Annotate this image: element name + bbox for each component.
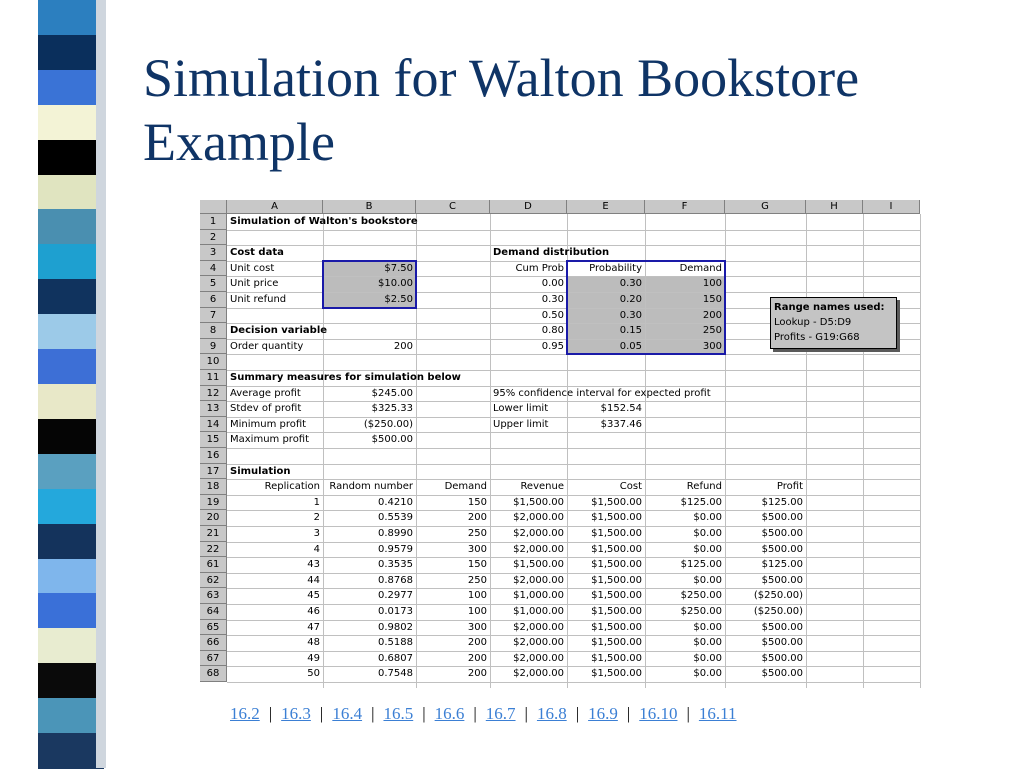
simulation-cell[interactable]: 0.5188 bbox=[378, 637, 413, 649]
link-separator: | bbox=[371, 704, 375, 723]
simulation-header[interactable]: Revenue bbox=[520, 481, 564, 493]
simulation-cell[interactable]: 46 bbox=[307, 606, 320, 617]
summary-label[interactable]: Minimum profit bbox=[230, 418, 307, 430]
demand-cell[interactable]: 250 bbox=[702, 325, 722, 337]
demand-cell[interactable]: 0.30 bbox=[619, 309, 642, 321]
summary-label[interactable]: Average profit bbox=[230, 387, 301, 399]
stripe-band bbox=[38, 698, 104, 734]
row-header[interactable]: 6 bbox=[200, 292, 227, 308]
simulation-cell[interactable]: 200 bbox=[467, 668, 487, 680]
spreadsheet-image bbox=[200, 200, 920, 688]
simulation-cell[interactable]: $500.00 bbox=[761, 621, 803, 633]
section-heading[interactable]: Summary measures for simulation below bbox=[230, 372, 461, 383]
link-separator: | bbox=[575, 704, 580, 723]
simulation-cell[interactable]: 49 bbox=[307, 652, 320, 664]
simulation-cell[interactable]: 4 bbox=[313, 543, 320, 555]
row-header[interactable]: 22 bbox=[200, 542, 227, 558]
stripe-band bbox=[38, 524, 104, 560]
simulation-cell[interactable]: $125.00 bbox=[680, 496, 722, 508]
simulation-cell[interactable]: 0.3535 bbox=[378, 559, 413, 571]
summary-value[interactable]: $325.33 bbox=[371, 403, 413, 415]
simulation-cell[interactable]: $125.00 bbox=[761, 559, 803, 571]
column-header[interactable]: B bbox=[323, 200, 416, 214]
simulation-cell[interactable]: 0.5539 bbox=[378, 512, 413, 524]
grid-line bbox=[920, 214, 921, 688]
simulation-cell[interactable]: $250.00 bbox=[680, 590, 722, 602]
section-links bbox=[230, 704, 930, 724]
lower-limit-label[interactable]: Lower limit bbox=[493, 403, 549, 415]
simulation-cell[interactable]: $1,000.00 bbox=[513, 606, 564, 617]
summary-value[interactable]: $245.00 bbox=[371, 387, 413, 399]
simulation-cell[interactable]: 0.7548 bbox=[378, 668, 413, 680]
link-separator: | bbox=[686, 704, 690, 723]
range-names-profits: Profits - G19:G68 bbox=[774, 332, 860, 343]
row-header[interactable]: 10 bbox=[200, 354, 227, 370]
simulation-header[interactable]: Demand bbox=[444, 481, 487, 493]
stripe-band bbox=[38, 593, 104, 629]
row-header[interactable]: 2 bbox=[200, 230, 227, 246]
simulation-cell[interactable]: $125.00 bbox=[761, 496, 803, 508]
simulation-cell[interactable]: $1,500.00 bbox=[591, 543, 642, 555]
demand-cell[interactable]: 0.95 bbox=[541, 340, 564, 352]
stripe-band bbox=[38, 628, 104, 664]
lower-limit-value[interactable]: $152.54 bbox=[600, 403, 642, 415]
stripe-band bbox=[38, 489, 104, 525]
simulation-cell[interactable]: 44 bbox=[307, 574, 320, 586]
simulation-cell[interactable]: 300 bbox=[467, 543, 487, 555]
row-header[interactable]: 66 bbox=[200, 635, 227, 651]
row-header[interactable]: 13 bbox=[200, 401, 227, 417]
demand-cell[interactable]: 150 bbox=[702, 294, 722, 305]
simulation-cell[interactable]: $2,000.00 bbox=[513, 637, 564, 649]
section-link-16-3[interactable]: 16.3 bbox=[281, 704, 311, 723]
demand-cell[interactable]: 0.20 bbox=[619, 294, 642, 305]
row-header[interactable]: 5 bbox=[200, 276, 227, 292]
cost-value[interactable]: $2.50 bbox=[384, 294, 413, 305]
simulation-cell[interactable]: $0.00 bbox=[693, 621, 722, 633]
row-header[interactable]: 14 bbox=[200, 417, 227, 433]
simulation-cell[interactable]: 47 bbox=[307, 621, 320, 633]
simulation-cell[interactable]: $1,500.00 bbox=[591, 512, 642, 524]
simulation-cell[interactable]: $500.00 bbox=[761, 637, 803, 649]
cost-value[interactable]: $10.00 bbox=[378, 278, 413, 290]
simulation-cell[interactable]: 0.2977 bbox=[378, 590, 413, 602]
simulation-cell[interactable]: 0.8990 bbox=[378, 528, 413, 539]
row-header[interactable]: 61 bbox=[200, 557, 227, 573]
simulation-cell[interactable]: $1,500.00 bbox=[591, 528, 642, 539]
section-heading[interactable]: Cost data bbox=[230, 247, 284, 259]
row-header[interactable]: 67 bbox=[200, 651, 227, 667]
cost-value[interactable]: $7.50 bbox=[384, 262, 413, 274]
link-separator: | bbox=[524, 704, 528, 723]
demand-cell[interactable]: 0.05 bbox=[619, 340, 642, 352]
stripe-band bbox=[38, 0, 104, 36]
stripe-band bbox=[38, 559, 104, 595]
simulation-cell[interactable]: 0.9579 bbox=[378, 543, 413, 555]
summary-label[interactable]: Stdev of profit bbox=[230, 403, 302, 415]
link-separator: | bbox=[422, 704, 426, 723]
summary-label[interactable]: Maximum profit bbox=[230, 434, 310, 446]
slide-title-line-2: Example bbox=[143, 112, 335, 172]
stripe-band bbox=[38, 733, 104, 769]
simulation-cell[interactable]: $500.00 bbox=[761, 512, 803, 524]
stripe-band bbox=[38, 384, 104, 420]
stripe-band bbox=[38, 70, 104, 106]
demand-cell[interactable]: 0.15 bbox=[619, 325, 642, 337]
simulation-cell[interactable]: $250.00 bbox=[680, 606, 722, 617]
decorative-stripe bbox=[38, 0, 104, 768]
simulation-cell[interactable]: $500.00 bbox=[761, 668, 803, 680]
upper-limit-label[interactable]: Upper limit bbox=[493, 418, 549, 430]
row-header[interactable]: 8 bbox=[200, 323, 227, 339]
simulation-cell[interactable]: 0.0173 bbox=[378, 606, 413, 617]
simulation-cell[interactable]: $0.00 bbox=[693, 512, 722, 524]
link-separator: | bbox=[268, 704, 273, 723]
stripe-band bbox=[38, 314, 104, 350]
row-header[interactable]: 1 bbox=[200, 214, 227, 230]
simulation-cell[interactable]: 43 bbox=[307, 559, 320, 571]
link-separator: | bbox=[473, 704, 477, 723]
row-header[interactable]: 65 bbox=[200, 620, 227, 636]
stripe-band bbox=[38, 35, 104, 71]
simulation-cell[interactable]: $1,500.00 bbox=[591, 559, 642, 571]
simulation-cell[interactable]: ($250.00) bbox=[753, 606, 803, 617]
simulation-cell[interactable]: 200 bbox=[467, 652, 487, 664]
column-header[interactable]: A bbox=[227, 200, 323, 214]
upper-limit-value[interactable]: $337.46 bbox=[600, 418, 642, 430]
stripe-band bbox=[38, 349, 104, 385]
stripe-band bbox=[38, 175, 104, 211]
order-quantity-value[interactable]: 200 bbox=[393, 340, 413, 352]
row-header[interactable]: 3 bbox=[200, 245, 227, 261]
summary-value[interactable]: ($250.00) bbox=[363, 418, 413, 430]
simulation-cell[interactable]: $1,500.00 bbox=[591, 668, 642, 680]
simulation-cell[interactable]: $1,500.00 bbox=[513, 559, 564, 571]
simulation-header[interactable]: Random number bbox=[329, 481, 413, 493]
stripe-band bbox=[38, 279, 104, 315]
simulation-cell[interactable]: $1,500.00 bbox=[591, 637, 642, 649]
section-heading[interactable]: Decision variable bbox=[230, 325, 328, 337]
simulation-header[interactable]: Profit bbox=[776, 481, 803, 493]
sheet-title[interactable]: Simulation of Walton's bookstore bbox=[230, 216, 418, 227]
column-header[interactable]: C bbox=[416, 200, 490, 214]
row-header[interactable]: 20 bbox=[200, 510, 227, 526]
simulation-cell[interactable]: $2,000.00 bbox=[513, 574, 564, 586]
demand-header[interactable]: Cum Prob bbox=[515, 262, 564, 274]
simulation-cell[interactable]: 100 bbox=[467, 590, 487, 602]
simulation-cell[interactable]: 2 bbox=[313, 512, 320, 524]
section-heading[interactable]: Simulation bbox=[230, 465, 291, 477]
stripe-band bbox=[38, 419, 104, 455]
simulation-cell[interactable]: 0.9802 bbox=[378, 621, 413, 633]
row-header[interactable]: 16 bbox=[200, 448, 227, 464]
demand-header[interactable]: Probability bbox=[589, 262, 642, 274]
link-separator: | bbox=[626, 704, 631, 723]
simulation-cell[interactable]: $1,500.00 bbox=[591, 652, 642, 664]
simulation-header[interactable]: Refund bbox=[686, 481, 722, 493]
simulation-cell[interactable]: $1,500.00 bbox=[513, 496, 564, 508]
simulation-cell[interactable]: ($250.00) bbox=[753, 590, 803, 602]
stripe-band bbox=[38, 244, 104, 280]
simulation-cell[interactable]: 3 bbox=[313, 528, 320, 539]
grid-line bbox=[227, 230, 920, 231]
row-header[interactable]: 11 bbox=[200, 370, 227, 386]
demand-cell[interactable]: 0.80 bbox=[541, 325, 564, 337]
simulation-cell[interactable]: $500.00 bbox=[761, 652, 803, 664]
cost-label[interactable]: Unit cost bbox=[230, 262, 275, 274]
row-header[interactable]: 9 bbox=[200, 339, 227, 355]
grid-line bbox=[227, 464, 920, 465]
stripe-band bbox=[38, 454, 104, 490]
section-link-16-8[interactable]: 16.8 bbox=[536, 704, 567, 723]
stripe-edge bbox=[96, 0, 106, 768]
section-link-16-4[interactable]: 16.4 bbox=[332, 704, 363, 723]
grid-line bbox=[227, 682, 920, 683]
section-link-16-9[interactable]: 16.9 bbox=[588, 704, 618, 723]
demand-cell[interactable]: 0.30 bbox=[541, 294, 564, 305]
demand-cell[interactable]: 0.30 bbox=[619, 278, 642, 290]
stripe-band bbox=[38, 209, 104, 245]
slide-title bbox=[143, 46, 1003, 174]
simulation-cell[interactable]: 200 bbox=[467, 637, 487, 649]
range-names-note bbox=[770, 297, 897, 349]
simulation-cell[interactable]: 45 bbox=[307, 590, 320, 602]
section-heading[interactable]: Demand distribution bbox=[493, 247, 610, 259]
simulation-cell[interactable]: $2,000.00 bbox=[513, 528, 564, 539]
row-header[interactable]: 64 bbox=[200, 604, 227, 620]
link-separator: | bbox=[319, 704, 324, 723]
demand-cell[interactable]: 200 bbox=[702, 309, 722, 321]
simulation-cell[interactable]: 0.8768 bbox=[378, 574, 413, 586]
grid-line bbox=[863, 214, 864, 688]
column-header[interactable]: D bbox=[490, 200, 567, 214]
section-link-16-6[interactable]: 16.6 bbox=[434, 704, 465, 723]
section-link-16-11[interactable]: 16.11 bbox=[698, 704, 737, 723]
column-header[interactable]: F bbox=[645, 200, 725, 214]
simulation-cell[interactable]: $0.00 bbox=[693, 637, 722, 649]
cost-label[interactable]: Unit price bbox=[230, 278, 279, 290]
simulation-header[interactable]: Replication bbox=[264, 481, 320, 493]
simulation-cell[interactable]: 300 bbox=[467, 621, 487, 633]
simulation-cell[interactable]: $500.00 bbox=[761, 543, 803, 555]
row-header[interactable]: 12 bbox=[200, 386, 227, 402]
range-names-title: Range names used: bbox=[774, 302, 885, 313]
section-link-16-2[interactable]: 16.2 bbox=[230, 704, 260, 723]
column-header[interactable]: I bbox=[863, 200, 920, 214]
simulation-cell[interactable]: $1,000.00 bbox=[513, 590, 564, 602]
slide-title-line-1: Simulation for Walton Bookstore bbox=[143, 48, 860, 108]
row-header[interactable]: 63 bbox=[200, 588, 227, 604]
simulation-cell[interactable]: $0.00 bbox=[693, 668, 722, 680]
simulation-cell[interactable]: 48 bbox=[307, 637, 320, 649]
simulation-cell[interactable]: $2,000.00 bbox=[513, 621, 564, 633]
demand-cell[interactable]: 0.50 bbox=[541, 309, 564, 321]
section-link-16-7[interactable]: 16.7 bbox=[485, 704, 516, 723]
simulation-cell[interactable]: $1,500.00 bbox=[591, 496, 642, 508]
range-names-lookup: Lookup - D5:D9 bbox=[774, 317, 852, 328]
column-header[interactable]: G bbox=[725, 200, 806, 214]
simulation-cell[interactable]: 100 bbox=[467, 606, 487, 617]
grid-line bbox=[227, 448, 920, 449]
section-link-16-5[interactable]: 16.5 bbox=[383, 704, 414, 723]
simulation-cell[interactable]: $0.00 bbox=[693, 652, 722, 664]
simulation-cell[interactable]: $500.00 bbox=[761, 528, 803, 539]
row-header[interactable]: 7 bbox=[200, 308, 227, 324]
simulation-cell[interactable]: 150 bbox=[467, 559, 487, 571]
simulation-cell[interactable]: $0.00 bbox=[693, 574, 722, 586]
simulation-cell[interactable]: 0.6807 bbox=[378, 652, 413, 664]
simulation-cell[interactable]: $0.00 bbox=[693, 543, 722, 555]
row-header[interactable]: 21 bbox=[200, 526, 227, 542]
column-header[interactable]: H bbox=[806, 200, 863, 214]
row-header[interactable]: 18 bbox=[200, 479, 227, 495]
row-header[interactable]: 4 bbox=[200, 261, 227, 277]
simulation-cell[interactable]: 250 bbox=[467, 574, 487, 586]
stripe-band bbox=[38, 140, 104, 176]
column-header[interactable]: E bbox=[567, 200, 645, 214]
demand-cell[interactable]: 100 bbox=[702, 278, 722, 290]
section-link-16-10[interactable]: 16.10 bbox=[639, 704, 678, 723]
simulation-cell[interactable]: $125.00 bbox=[680, 559, 722, 571]
simulation-cell[interactable]: $2,000.00 bbox=[513, 668, 564, 680]
simulation-cell[interactable]: $0.00 bbox=[693, 528, 722, 539]
confidence-title[interactable]: 95% confidence interval for expected profit bbox=[493, 387, 711, 399]
simulation-cell[interactable]: $1,500.00 bbox=[591, 606, 642, 617]
demand-cell[interactable]: 300 bbox=[702, 340, 722, 352]
simulation-cell[interactable]: $2,000.00 bbox=[513, 543, 564, 555]
sheet-corner bbox=[200, 200, 227, 214]
demand-header[interactable]: Demand bbox=[679, 262, 722, 274]
cost-label[interactable]: Unit refund bbox=[230, 294, 287, 305]
simulation-cell[interactable]: $500.00 bbox=[761, 574, 803, 586]
grid-line bbox=[806, 214, 807, 688]
stripe-band bbox=[38, 663, 104, 699]
simulation-cell[interactable]: $2,000.00 bbox=[513, 652, 564, 664]
simulation-cell[interactable]: 50 bbox=[307, 668, 320, 680]
simulation-cell[interactable]: 250 bbox=[467, 528, 487, 539]
row-header[interactable]: 62 bbox=[200, 573, 227, 589]
summary-value[interactable]: $500.00 bbox=[371, 434, 413, 446]
order-quantity-label[interactable]: Order quantity bbox=[230, 340, 304, 352]
row-header[interactable]: 17 bbox=[200, 464, 227, 480]
simulation-cell[interactable]: 200 bbox=[467, 512, 487, 524]
stripe-band bbox=[38, 105, 104, 141]
simulation-cell[interactable]: 150 bbox=[467, 496, 487, 508]
simulation-cell[interactable]: $1,500.00 bbox=[591, 574, 642, 586]
row-header[interactable]: 19 bbox=[200, 495, 227, 511]
simulation-header[interactable]: Cost bbox=[619, 481, 642, 493]
simulation-cell[interactable]: 0.4210 bbox=[378, 496, 413, 508]
demand-cell[interactable]: 0.00 bbox=[541, 278, 564, 290]
simulation-cell[interactable]: $2,000.00 bbox=[513, 512, 564, 524]
simulation-cell[interactable]: $1,500.00 bbox=[591, 590, 642, 602]
simulation-cell[interactable]: $1,500.00 bbox=[591, 621, 642, 633]
simulation-cell[interactable]: 1 bbox=[313, 496, 320, 508]
row-header[interactable]: 15 bbox=[200, 432, 227, 448]
row-header[interactable]: 68 bbox=[200, 666, 227, 682]
